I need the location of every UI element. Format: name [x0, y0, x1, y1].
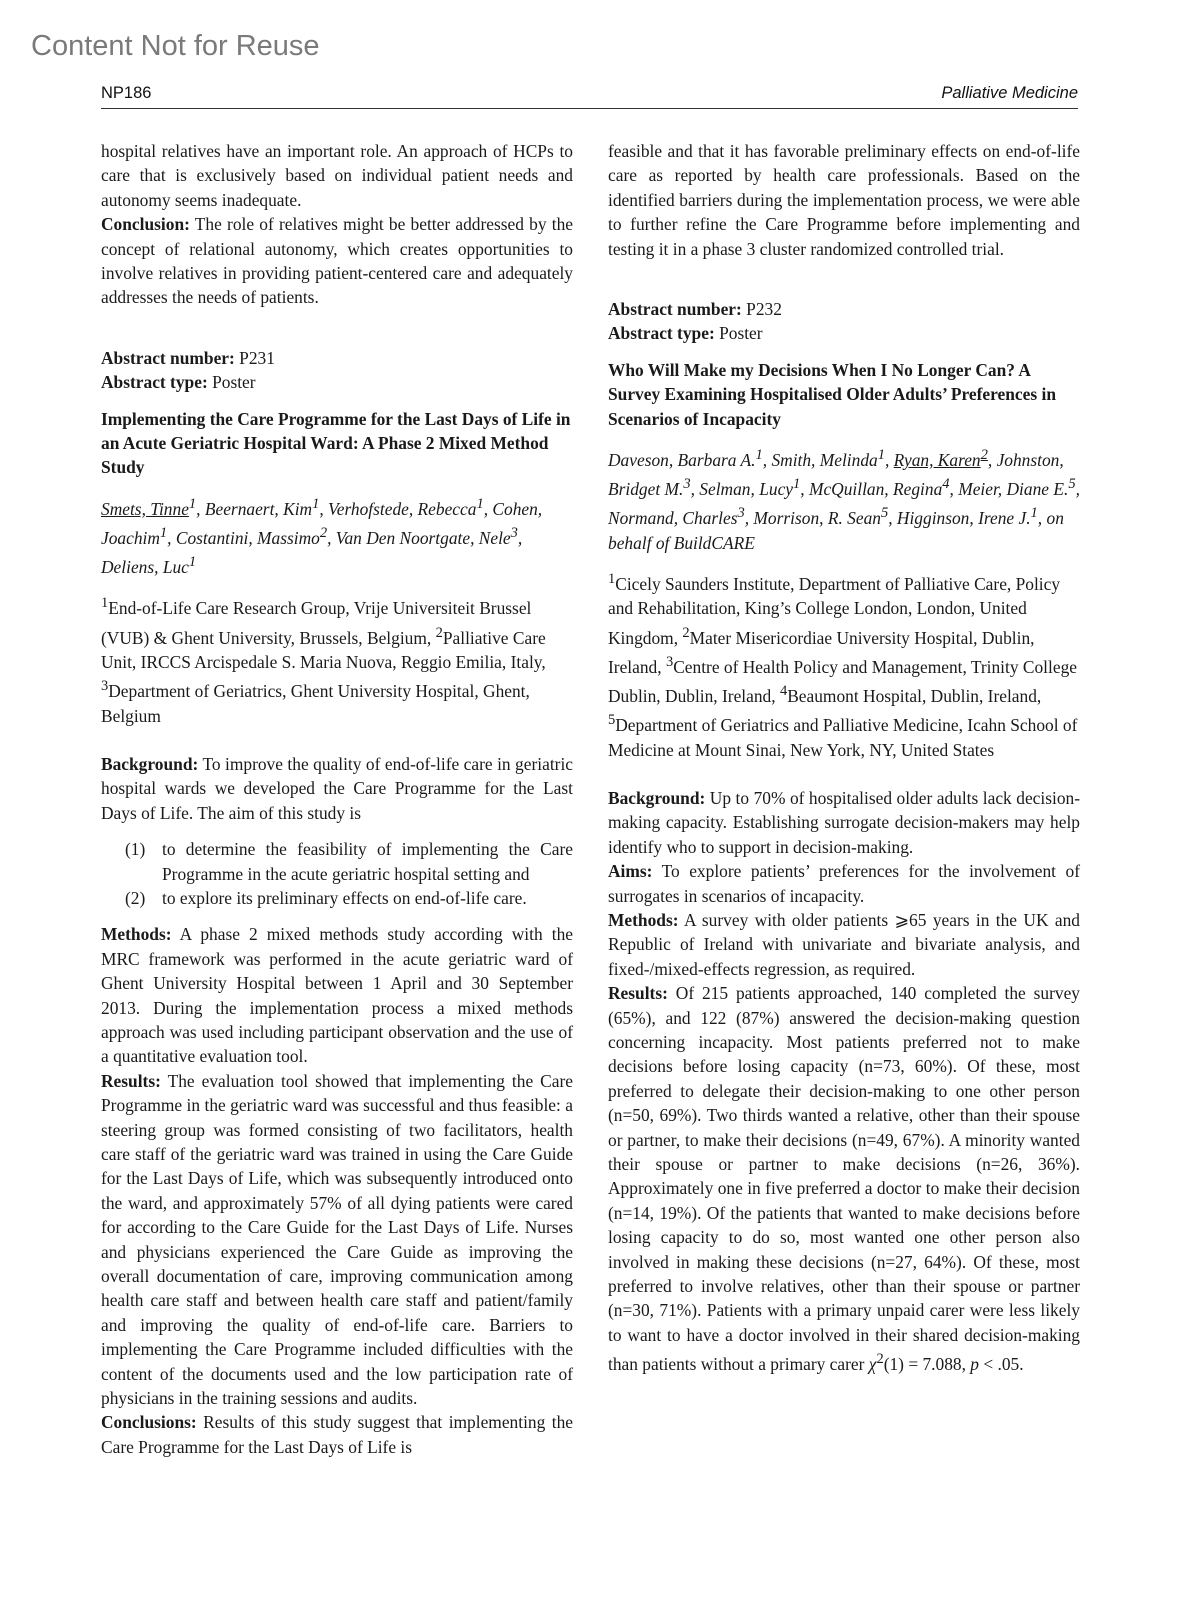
author-superscript: 1: [188, 495, 197, 512]
right-column: [608, 139, 1080, 1376]
list-text: to explore its preliminary effects on end-of-life care.: [162, 887, 527, 908]
affiliation-superscript: 2: [682, 624, 690, 641]
methods-text: A survey with older patients ⩾65 years in the UK and Republic of Ireland with univariate and bivariate analysis, and fixed-/mixed-effects regression, as required.: [608, 909, 1080, 979]
author-name: , Normand, Charles: [608, 479, 1080, 529]
author-name: , Cohen, Joachim: [101, 498, 543, 548]
abstract-title: Implementing the Care Programme for the Last Days of Life in an Acute Geriatric Hospital Ward: A Phase 2 Mixed Method Study: [101, 408, 571, 478]
conclusion-label: Conclusion:: [101, 214, 190, 235]
list-item: [101, 886, 573, 910]
affiliation-text: Cicely Saunders Institute, Department of Palliative Care, Policy and Rehabilitation, King’s College London, London, United Kingdom,: [608, 573, 1061, 648]
author-name: , Costantini, Massimo: [167, 527, 320, 548]
abstract-type-label: Abstract type:: [608, 323, 715, 344]
author-superscript: 5: [1068, 476, 1076, 493]
abstract-number-value: P232: [741, 299, 782, 320]
conclusion-paragraph: [101, 212, 573, 310]
chi-superscript: 2: [876, 1351, 884, 1368]
abstract-number-label: Abstract number:: [608, 299, 742, 320]
abstract-number: [101, 346, 573, 370]
author-name: , Van Den Noortgate, Nele: [327, 527, 511, 548]
author-name: , Beernaert, Kim: [196, 498, 313, 519]
conclusions-label: Conclusions:: [101, 1412, 197, 1433]
abstract-type-value: Poster: [207, 372, 256, 393]
conclusions-paragraph: [101, 1410, 573, 1459]
abstract-title: Who Will Make my Decisions When I No Longer Can? A Survey Examining Hospitalised Older Adults’ Preferences in Scenarios of Incapacity: [608, 359, 1056, 429]
author-superscript: 2: [319, 525, 328, 542]
journal-name: Palliative Medicine: [941, 84, 1078, 102]
stat-text: (1) = 7.088,: [883, 1354, 971, 1375]
abstract-type-label: Abstract type:: [101, 372, 208, 393]
author-superscript: 1: [476, 495, 484, 512]
methods-label: Methods:: [101, 924, 172, 945]
background-label: Background:: [101, 753, 199, 774]
author-superscript: 5: [880, 505, 889, 522]
affiliation-superscript: 5: [608, 712, 616, 729]
author-superscript: 2: [980, 447, 988, 464]
author-name: , Morrison, R. Sean: [744, 508, 881, 529]
aims-list: [101, 837, 573, 910]
author-superscript: 1: [312, 495, 320, 512]
background-text: To improve the quality of end-of-life care in geriatric hospital wards we developed the Care Programme for the Last Days of Life. The aim of this study is: [101, 753, 573, 823]
affiliations: [608, 567, 1080, 762]
author-list: [101, 492, 573, 580]
affiliations: [101, 591, 573, 727]
affiliation-text: End-of-Life Care Research Group, Vrije Universiteit Brussel (VUB) & Ghent University, Brussels, Belgium,: [101, 598, 532, 648]
author-superscript: 1: [188, 554, 197, 571]
affiliation-superscript: 1: [608, 571, 616, 588]
author-superscript: 3: [737, 505, 745, 522]
presenting-author: Ryan, Karen: [893, 449, 981, 470]
background-text: Up to 70% of hospitalised older adults lack decision-making capacity. Establishing surrogate decision-makers may help identify who to support in decision-making.: [608, 787, 1080, 857]
results-text: Of 215 patients approached, 140 completed the survey (65%), and 122 (87%) answered the decision-making question concerning incapacity. Most patients preferred not to make decisions before losing capacity (n=73, 60%). Of these, most preferred to delegate their decision-making to one other person (n=50, 69%). Two thirds wanted a relative, other than their spouse or partner, to make their decisions (n=49, 67%). A minority wanted their spouse or partner to make decisions (n=26, 36%). Approximately one in five preferred a doctor to make their decision (n=14, 19%). Of the patients that wanted to make decisions before losing capacity to do so, most wanted one other person also involved in making these decisions (n=27, 64%). Of these, most preferred to involve relatives, other than their spouse or partner (n=30, 71%). Patients with a primary unpaid carer were less likely to want to have a doctor involved in their shared decision-making than patients without a primary carer: [608, 983, 1080, 1375]
conclusion-text: The role of relatives might be better addressed by the concept of relational autonomy, which creates opportunities to involve relatives in providing patient-centered care and adequately addresses the needs of patients.: [101, 214, 573, 308]
background-label: Background:: [608, 787, 706, 808]
list-item: [101, 837, 573, 886]
list-text: to determine the feasibility of implementing the Care Programme in the acute geriatric hospital setting and: [162, 839, 573, 884]
author-superscript: 1: [1030, 505, 1038, 522]
affiliation-text: Mater Misericordiae University Hospital, Dublin, Ireland,: [608, 627, 1035, 677]
author-name: , Meier, Diane E.: [949, 479, 1069, 500]
methods-paragraph: [608, 908, 1080, 981]
aims-paragraph: [608, 859, 1080, 908]
aims-text: To explore patients’ preferences for the involvement of surrogates in scenarios of incapacity.: [608, 861, 1080, 906]
abstract-type: [101, 370, 573, 394]
affiliation-superscript: 1: [101, 595, 109, 612]
methods-text: A phase 2 mixed methods study according with the MRC framework was performed in the acute geriatric ward of Ghent University Hospital between 1 April and 30 September 2013. During the implementation process a mixed methods approach was used including participant observation and the use of a quantitative evaluation tool.: [101, 924, 573, 1067]
conclusions-text: Results of this study suggest that implementing the Care Programme for the Last Days of Life is: [101, 1412, 573, 1457]
abstract-number-label: Abstract number:: [101, 347, 235, 368]
author-name: , on behalf of BuildCARE: [608, 508, 1064, 553]
author-superscript: 1: [877, 447, 885, 464]
affiliation-superscript: 2: [435, 624, 443, 641]
background-paragraph: [608, 786, 1080, 859]
author-superscript: 4: [942, 476, 950, 493]
author-name: , Higginson, Irene J.: [888, 508, 1031, 529]
presenting-author: Smets, Tinne: [101, 498, 189, 519]
p-symbol: p: [970, 1354, 979, 1375]
affiliation-superscript: 3: [101, 678, 109, 695]
author-superscript: 1: [793, 476, 801, 493]
abstract-number-value: P231: [234, 347, 275, 368]
author-name: , Verhofstede, Rebecca: [319, 498, 477, 519]
list-number: (1): [125, 839, 146, 860]
results-paragraph: [608, 981, 1080, 1376]
list-number: (2): [125, 887, 146, 908]
author-name: , Smith, Melinda: [762, 449, 878, 470]
left-column: [101, 139, 573, 1459]
affiliation-superscript: 4: [779, 683, 788, 700]
methods-label: Methods:: [608, 909, 679, 930]
author-superscript: 1: [755, 447, 763, 464]
affiliation-text: Department of Geriatrics, Ghent University Hospital, Ghent, Belgium: [101, 681, 530, 726]
affiliation-text: Beaumont Hospital, Dublin, Ireland,: [787, 685, 1042, 706]
results-label: Results:: [101, 1070, 161, 1091]
continuation-text: feasible and that it has favorable preliminary effects on end-of-life care as reported by health care professionals. Based on the identified barriers during the implementation process, we were able to further refine the Care Programme before implementing and testing it in a phase 3 cluster randomized controlled trial.: [608, 141, 1080, 259]
page-number: NP186: [101, 84, 152, 102]
abstract-type-value: Poster: [714, 323, 763, 344]
affiliation-text: Palliative Care Unit, IRCCS Arcispedale S. Maria Nuova, Reggio Emilia, Italy,: [101, 627, 546, 672]
author-name: , Selman, Lucy: [690, 479, 794, 500]
results-text: The evaluation tool showed that implementing the Care Programme in the geriatric ward was successful and thus feasible: a steering group was formed consisting of two facilitators, health care staff of the geriatric ward was trained in using the Care Guide for the Last Days of Life, which was subsequently introduced onto the ward, and approximately 57% of all dying patients were cared for according to the Care Guide for the Last Days of Life. Nurses and physicians experienced the Care Guide as improving the overall documentation of care, improving communication among health care staff and between health care staff and patient/family and improving the quality of end-of-life care. Barriers to implementing the Care Programme included difficulties with the content of the documents used and the low participation rate of physicians in the training sessions and audits.: [101, 1070, 573, 1409]
author-list: [608, 443, 1080, 555]
author-name: ,: [884, 449, 894, 470]
author-superscript: 3: [683, 476, 691, 493]
author-name: , Deliens, Luc: [101, 527, 523, 578]
author-name: Daveson, Barbara A.: [608, 449, 756, 470]
watermark: Content Not for Reuse: [31, 30, 320, 62]
methods-paragraph: [101, 922, 573, 1068]
author-name: , McQuillan, Regina: [800, 479, 943, 500]
affiliation-text: Department of Geriatrics and Palliative Medicine, Icahn School of Medicine at Mount Sinai, New York, NY, United States: [608, 715, 1078, 760]
abstract-type: [608, 321, 1080, 345]
affiliation-superscript: 3: [665, 653, 674, 670]
author-superscript: 3: [510, 525, 518, 542]
continuation-text: hospital relatives have an important role. An approach of HCPs to care that is exclusively based on individual patient needs and autonomy seems inadequate.: [101, 141, 573, 210]
running-header: [101, 82, 1078, 109]
background-paragraph: [101, 752, 573, 825]
results-paragraph: [101, 1069, 573, 1411]
abstract-number: [608, 297, 1080, 321]
chi-symbol: χ: [868, 1354, 877, 1375]
stat-text-end: < .05.: [979, 1354, 1024, 1375]
author-superscript: 1: [159, 525, 168, 542]
affiliation-text: Centre of Health Policy and Management, Trinity College Dublin, Dublin, Ireland,: [608, 656, 1077, 706]
author-name: , Johnston, Bridget M.: [608, 449, 1064, 500]
aims-label: Aims:: [608, 861, 653, 882]
results-label: Results:: [608, 983, 668, 1004]
